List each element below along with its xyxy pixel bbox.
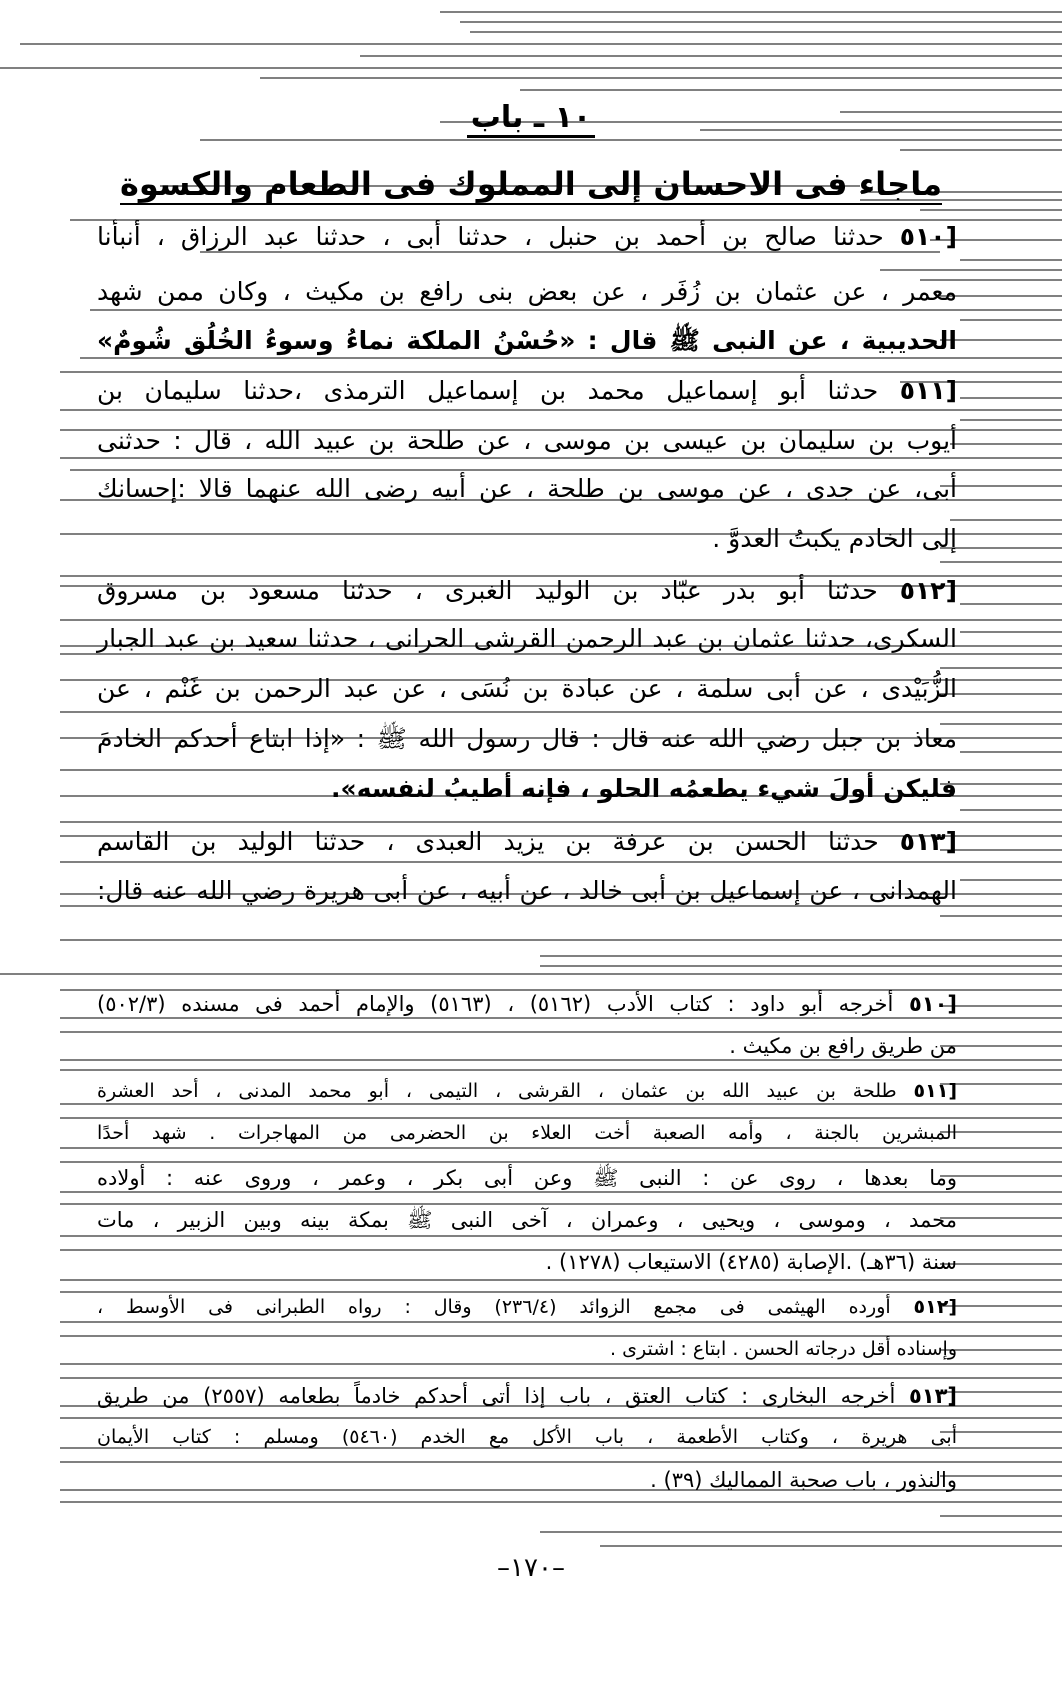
footnote-line: أبى هريرة ، وكتاب الأطعمة ، باب الأكل مع الخدم (٥٤٦٠) ومسلم : كتاب الأيمان xyxy=(97,1426,957,1448)
footnote-text: أخرجه أبو داود : كتاب الأدب (٥١٦٢) ، (٥١٦٣) والإمام أحمد فى مسنده (٥٠٢/٣) xyxy=(97,992,894,1016)
hadith-line: إلى الخادم يكبتُ العدوَّ . xyxy=(712,524,957,553)
hadith-line: الحديبية ، عن النبى ﷺ قال : «حُسْنُ الملكة نماءُ وسوءُ الخُلُق شُومٌ» xyxy=(97,326,957,355)
footnote-line xyxy=(97,994,957,1015)
hadith-text: حدثنا الحسن بن عرفة بن يزيد العبدى ، حدثنا الوليد بن القاسم xyxy=(97,827,879,856)
hadith-line xyxy=(97,578,957,603)
footnote-number: [٥١٠ xyxy=(908,992,957,1016)
footnote-line: من طريق رافع بن مكيث . xyxy=(729,1034,957,1058)
chapter-title-text: ماجاء فى الاحسان إلى المملوك فى الطعام والكسوة xyxy=(119,165,943,203)
footnote-number: [٥١١ xyxy=(913,1080,957,1102)
footnote-number: [٥١٢ xyxy=(913,1296,957,1318)
footnote-text: أخرجه البخارى : كتاب العتق ، باب إذا أتى أحدكم خادماً بطعامه (٢٥٥٧) من طريق xyxy=(97,1384,896,1408)
chapter-label xyxy=(0,100,1062,135)
hadith-line: السكرى، حدثنا عثمان بن عبد الرحمن القرشى الحرانى ، حدثنا سعيد بن عبد الجبار xyxy=(97,624,957,653)
hadith-line: أيوب بن سليمان بن عيسى بن موسى ، عن طلحة بن عبيد الله ، قال : حدثنى xyxy=(97,426,957,455)
footnote-text: طلحة بن عبيد الله بن عثمان ، القرشى ، التيمى ، أبو محمد المدنى ، أحد العشرة xyxy=(97,1080,897,1102)
hadith-line: الزُّبَيْدى ، عن أبى سلمة ، عن عبادة بن نُسَى ، عن عبد الرحمن بن غَنْم ، عن xyxy=(97,674,957,703)
hadith-line: فليكن أولَ شيء يطعمُه الحلو ، فإنه أطيبُ لنفسه». xyxy=(331,774,957,803)
hadith-line: معمر ، عن عثمان بن زُفَر ، عن بعض بنى رافع بن مكيث ، وكان ممن شهد xyxy=(97,277,957,306)
footnote-line: وما بعدها ، روى عن : النبى ﷺ وعن أبى بكر ، وعمر ، وروى عنه : أولاده xyxy=(97,1166,957,1190)
hadith-number: [٥١٠ xyxy=(899,222,957,251)
hadith-line: أبى، عن جدى ، عن موسى بن طلحة ، عن أبيه رضى الله عنهما قالا :إحسانك xyxy=(97,474,957,503)
footnote-line: وإسناده أقل درجاته الحسن . ابتاع : اشترى . xyxy=(610,1338,957,1360)
chapter-title xyxy=(0,165,1062,203)
hadith-text: حدثنا صالح بن أحمد بن حنبل ، حدثنا أبى ، حدثنا عبد الرزاق ، أنبأنا xyxy=(97,222,884,251)
hadith-number: [٥١٢ xyxy=(899,576,957,605)
footnote-line xyxy=(97,1082,957,1101)
hadith-line xyxy=(97,224,957,249)
footnote-line xyxy=(97,1386,957,1407)
hadith-line: معاذ بن جبل رضي الله عنه قال : قال رسول الله ﷺ : «إذا ابتاع أحدكم الخادمَ xyxy=(97,724,957,753)
hadith-text: حدثنا أبو إسماعيل محمد بن إسماعيل الترمذى ،حدثنا سليمان بن xyxy=(97,376,879,405)
footnote-number: [٥١٣ xyxy=(908,1384,957,1408)
chapter-label-text: ١٠ ـ باب xyxy=(467,100,595,138)
footnote-line xyxy=(97,1298,957,1317)
hadith-number: [٥١٣ xyxy=(899,827,957,856)
footnote-line: محمد ، وموسى ، ويحيى ، وعمران ، آخى النبى ﷺ بمكة بينه وبين الزبير ، مات xyxy=(97,1208,957,1232)
hadith-text: حدثنا أبو بدر عبّاد بن الوليد الغبرى ، حدثنا مسعود بن مسروق xyxy=(97,576,878,605)
footnote-text: أورده الهيثمى فى مجمع الزوائد (٢٣٦/٤) وقال : رواه الطبرانى فى الأوسط ، xyxy=(97,1296,891,1318)
footnote-line: والنذور ، باب صحبة المماليك (٣٩) . xyxy=(650,1468,957,1492)
footnote-line: المبشرين بالجنة ، وأمه الصعبة أخت العلاء بن الحضرمى من المهاجرات . شهد أحدًا xyxy=(97,1122,957,1144)
footnote-line: سنة (٣٦هـ) .الإصابة (٤٢٨٥) الاستيعاب (١٢٧٨) . xyxy=(545,1250,957,1274)
hadith-line: الهمدانى ، عن إسماعيل بن أبى خالد ، عن أبيه ، عن أبى هريرة رضي الله عنه قال: xyxy=(97,876,957,905)
hadith-line xyxy=(97,378,957,403)
hadith-line xyxy=(97,829,957,854)
hadith-number: [٥١١ xyxy=(899,376,958,405)
page-number: –١٧٠– xyxy=(497,1553,565,1583)
